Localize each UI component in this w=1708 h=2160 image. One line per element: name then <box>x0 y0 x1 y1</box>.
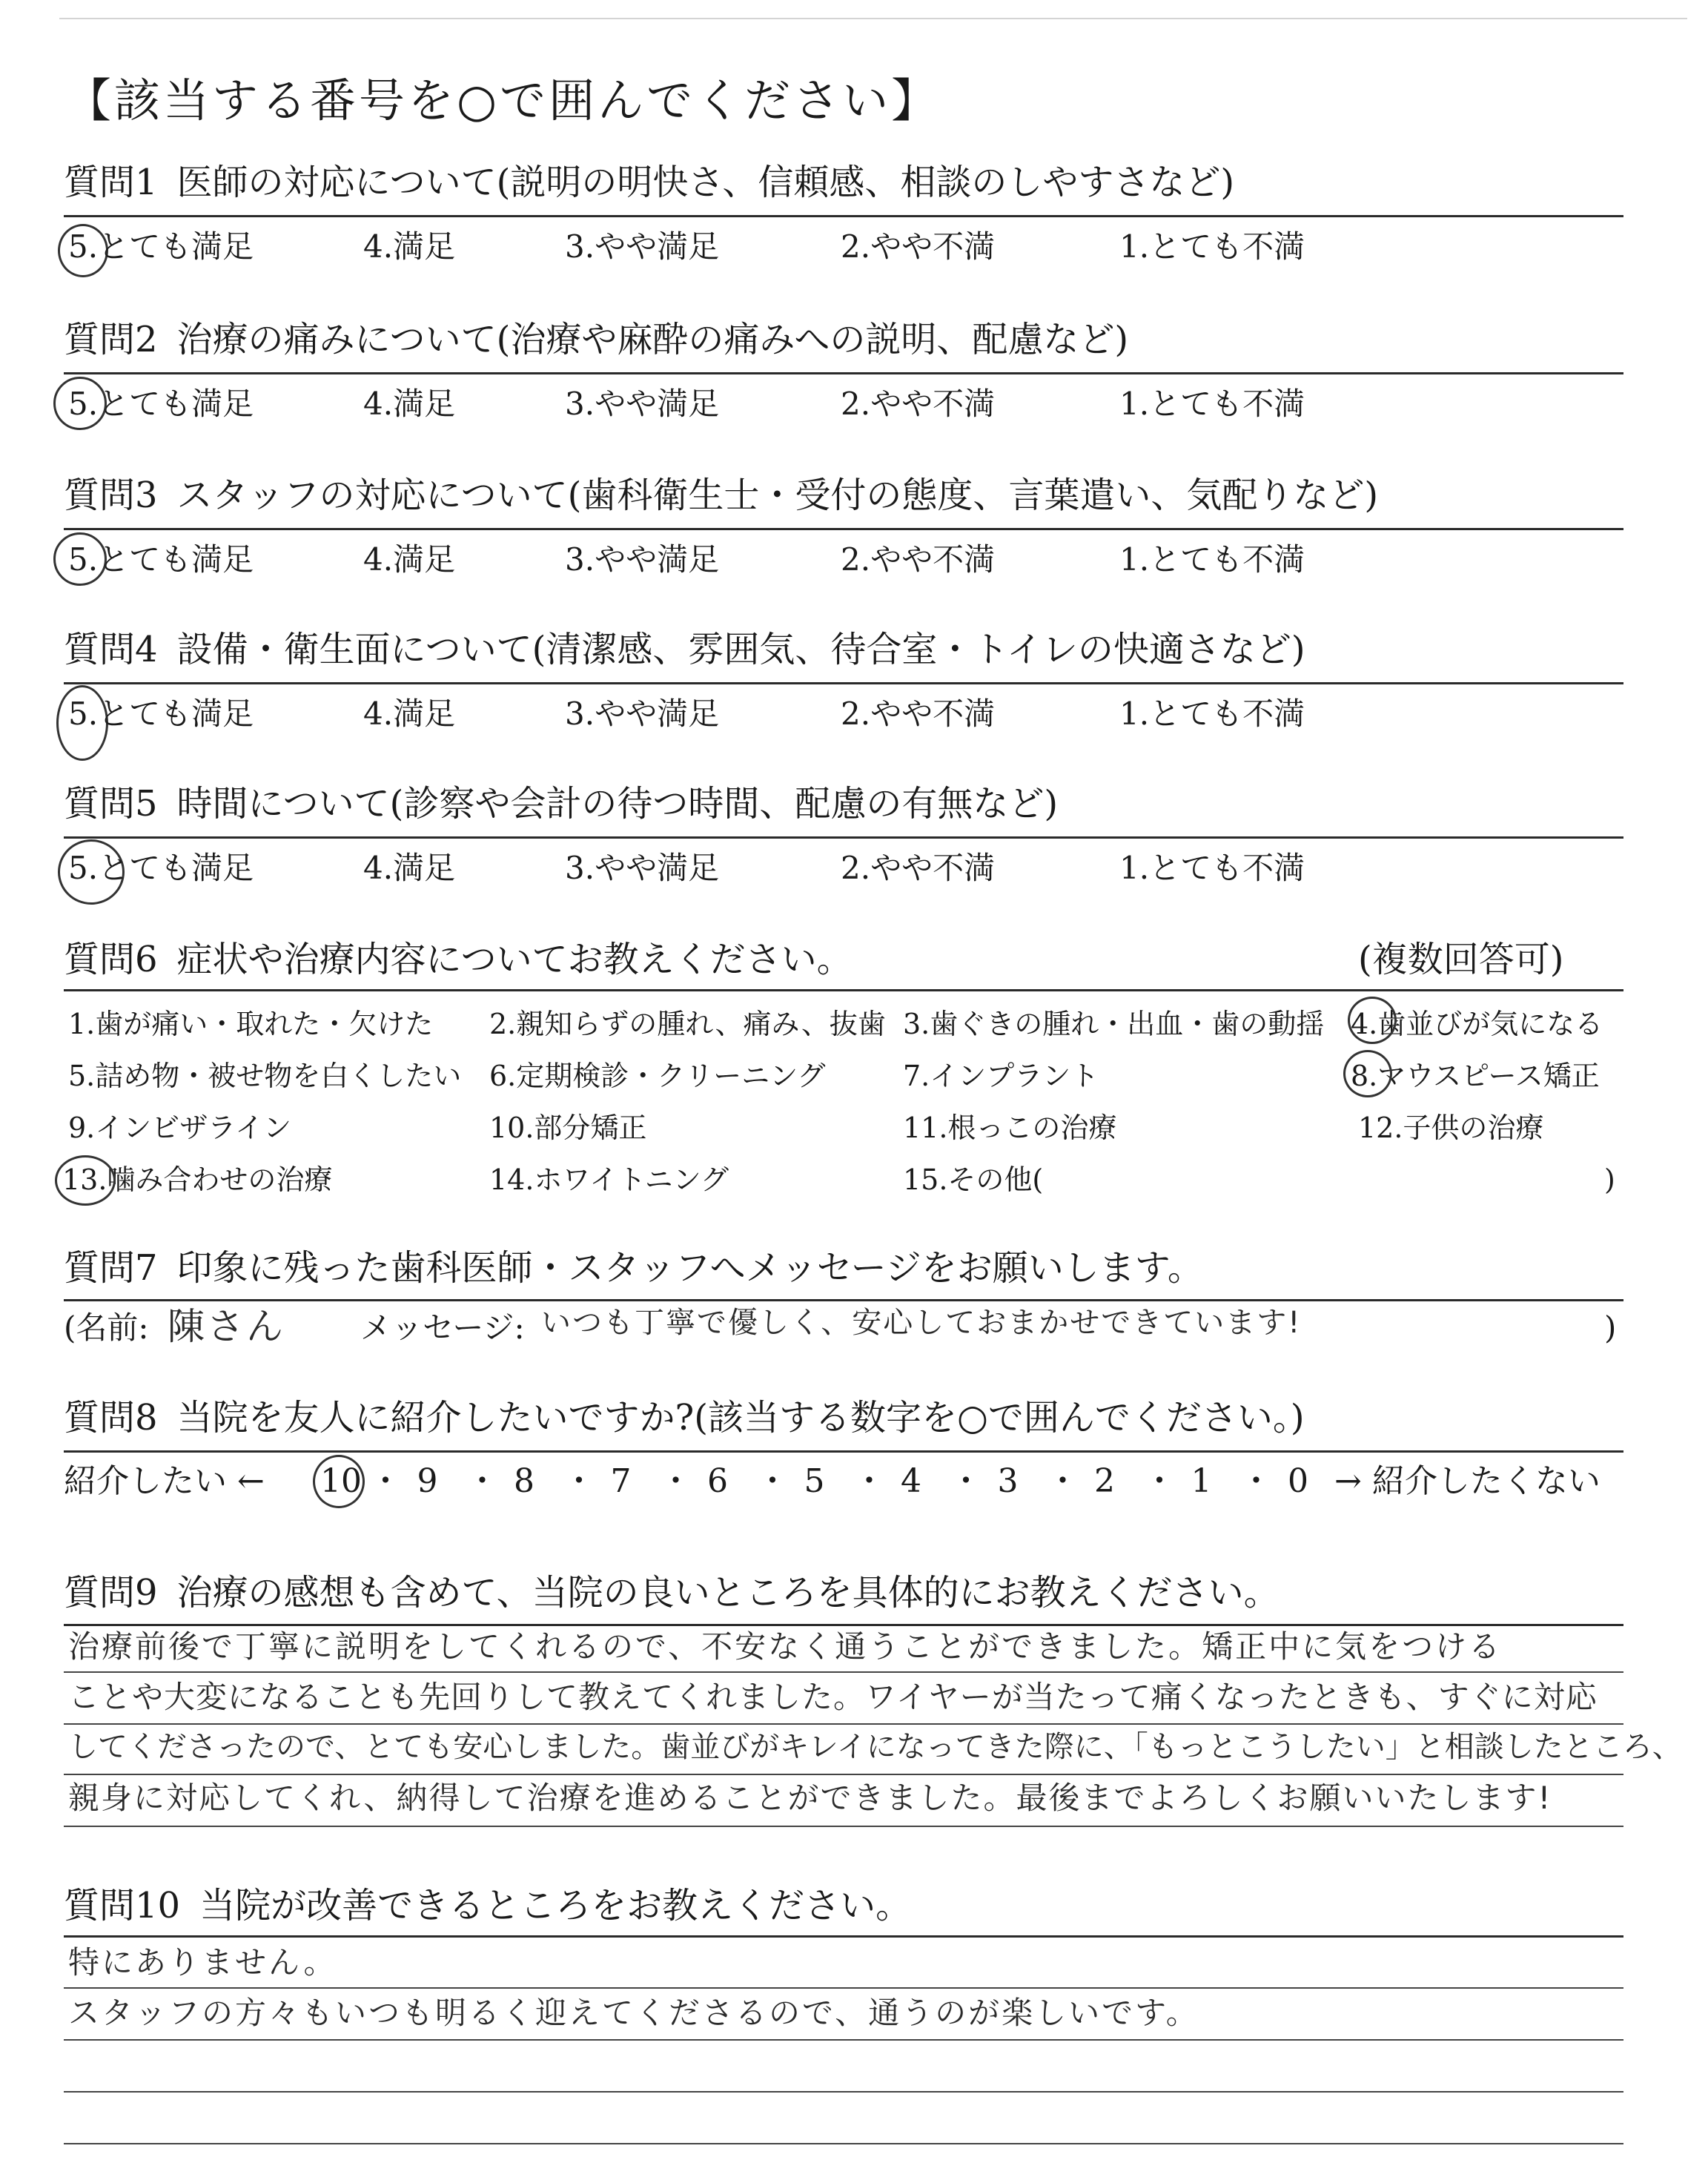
divider <box>64 682 1623 684</box>
answer-circle <box>55 1155 116 1206</box>
answer-rule <box>64 2143 1623 2144</box>
treatment-option-7[interactable]: 7.インプラント <box>903 1060 1099 1092</box>
name-label: (名前: <box>64 1309 149 1346</box>
answer-line: 親身に対応してくれ、納得して治療を進めることができました。最後までよろしくお願いいたします! <box>68 1780 1552 1816</box>
question-5-title <box>64 783 1059 825</box>
question-number: 質問1 <box>64 162 158 203</box>
question-text: 症状や治療内容についてお教えください。 <box>176 939 853 980</box>
treatment-option-11[interactable]: 11.根っこの治療 <box>903 1112 1117 1144</box>
question-10-title <box>64 1885 912 1926</box>
treatment-option-14[interactable]: 14.ホワイトニング <box>489 1163 729 1196</box>
message-handwritten: いつも丁寧で優しく、安心しておまかせできています! <box>541 1306 1302 1340</box>
answer-rule <box>64 2091 1623 2093</box>
recommend-left-label: 紹介したい ← <box>64 1462 265 1500</box>
name-handwritten: 陳さん <box>168 1305 285 1348</box>
divider <box>64 528 1623 530</box>
answer-rule <box>64 1671 1623 1673</box>
question-text: 医師の対応について(説明の明快さ、信頼感、相談のしやすさなど) <box>176 162 1235 203</box>
scale-separator: ・ <box>466 1462 499 1500</box>
recommend-score-4[interactable]: 4 <box>901 1462 921 1500</box>
recommend-score-2[interactable]: 2 <box>1094 1462 1115 1500</box>
question-number: 質問4 <box>64 629 158 670</box>
question-number: 質問9 <box>64 1572 158 1614</box>
form-header: 【該当する番号を○で囲んでください】 <box>65 73 941 128</box>
treatment-option-8[interactable]: 8.マウスピース矯正 <box>1351 1060 1600 1092</box>
rating-option-4[interactable]: 4.満足 <box>363 850 456 886</box>
question-text: 当院が改善できるところをお教えください。 <box>199 1885 912 1926</box>
rating-option-5[interactable]: 5.とても満足 <box>68 541 254 578</box>
question-number: 質問2 <box>64 319 158 360</box>
message-close-paren: ) <box>1604 1309 1617 1346</box>
answer-circle <box>313 1455 365 1508</box>
multiple-answers-note: (複数回答可) <box>1358 939 1564 980</box>
divider <box>64 1450 1623 1453</box>
recommend-right-label: → 紹介したくない <box>1334 1462 1601 1500</box>
treatment-option-2[interactable]: 2.親知らずの腫れ、痛み、抜歯 <box>489 1008 886 1040</box>
rating-option-2[interactable]: 2.やや不満 <box>841 696 996 732</box>
answer-line: スタッフの方々もいつも明るく迎えてくださるので、通うのが楽しいです。 <box>68 1995 1199 2031</box>
divider <box>64 372 1623 374</box>
treatment-option-5[interactable]: 5.詰め物・被せ物を白くしたい <box>68 1060 462 1092</box>
question-3-title <box>64 475 1379 516</box>
answer-rule <box>64 1826 1623 1827</box>
question-text: 印象に残った歯科医師・スタッフへメッセージをお願いします。 <box>176 1247 1203 1289</box>
rating-option-5[interactable]: 5.とても満足 <box>68 696 254 732</box>
recommend-score-8[interactable]: 8 <box>514 1462 534 1500</box>
question-text: 治療の感想も含めて、当院の良いところを具体的にお教えください。 <box>176 1572 1280 1614</box>
answer-rule <box>64 1723 1623 1725</box>
recommend-score-3[interactable]: 3 <box>997 1462 1019 1500</box>
scale-separator: ・ <box>756 1462 789 1500</box>
question-2-title <box>64 319 1129 360</box>
treatment-option-13[interactable]: 13.噛み合わせの治療 <box>62 1163 333 1196</box>
answer-circle <box>1343 1050 1392 1097</box>
rating-option-4[interactable]: 4.満足 <box>363 386 456 422</box>
treatment-option-9[interactable]: 9.インビザライン <box>68 1112 292 1144</box>
rating-option-5[interactable]: 5.とても満足 <box>68 850 254 886</box>
question-7-title <box>64 1247 1203 1289</box>
question-9-title <box>64 1572 1280 1614</box>
rating-option-2[interactable]: 2.やや不満 <box>841 541 996 578</box>
treatment-option-10[interactable]: 10.部分矯正 <box>489 1112 647 1144</box>
rating-option-4[interactable]: 4.満足 <box>363 541 456 578</box>
question-number: 質問7 <box>64 1247 158 1289</box>
question-number: 質問10 <box>64 1885 181 1926</box>
question-text: 当院を友人に紹介したいですか?(該当する数字を○で囲んでください。) <box>176 1397 1305 1439</box>
question-number: 質問6 <box>64 939 158 980</box>
answer-rule <box>64 1774 1623 1775</box>
scale-separator: ・ <box>950 1462 982 1500</box>
treatment-option-12[interactable]: 12.子供の治療 <box>1358 1112 1544 1144</box>
question-4-title <box>64 629 1305 670</box>
question-text: 設備・衛生面について(清潔感、雰囲気、待合室・トイレの快適さなど) <box>176 629 1305 670</box>
scale-separator: ・ <box>659 1462 692 1500</box>
scale-separator: ・ <box>1046 1462 1079 1500</box>
rating-option-5[interactable]: 5.とても満足 <box>68 386 254 422</box>
question-1-title <box>64 162 1235 203</box>
recommend-score-1[interactable]: 1 <box>1191 1462 1212 1500</box>
divider <box>64 1299 1623 1301</box>
rating-option-1[interactable]: 1.とても不満 <box>1119 850 1305 886</box>
rating-option-1[interactable]: 1.とても不満 <box>1119 228 1305 265</box>
answer-line: ことや大変になることも先回りして教えてくれました。ワイヤーが当たって痛くなったときも、すぐに対応 <box>68 1679 1598 1715</box>
rating-option-4[interactable]: 4.満足 <box>363 696 456 732</box>
scale-separator: ・ <box>853 1462 886 1500</box>
question-text: 治療の痛みについて(治療や麻酔の痛みへの説明、配慮など) <box>176 319 1129 360</box>
rating-option-3[interactable]: 3.やや満足 <box>565 228 720 265</box>
rating-option-3[interactable]: 3.やや満足 <box>565 541 720 578</box>
question-number: 質問8 <box>64 1397 158 1439</box>
top-border <box>59 18 1687 19</box>
question-text: スタッフの対応について(歯科衛生士・受付の態度、言葉遣い、気配りなど) <box>176 475 1379 516</box>
scale-separator: ・ <box>369 1462 402 1500</box>
treatment-option-15[interactable]: 15.その他( <box>903 1163 1044 1196</box>
answer-line: してくださったので、とても安心しました。歯並びがキレイになってきた際に、「もっとこうしたい」と相談したところ、 <box>68 1730 1682 1764</box>
divider <box>64 1624 1623 1626</box>
divider <box>64 836 1623 839</box>
divider <box>64 215 1623 217</box>
rating-option-4[interactable]: 4.満足 <box>363 228 456 265</box>
rating-option-2[interactable]: 2.やや不満 <box>841 850 996 886</box>
rating-option-3[interactable]: 3.やや満足 <box>565 696 720 732</box>
answer-rule <box>64 1987 1623 1989</box>
question-number: 質問3 <box>64 475 158 516</box>
rating-option-3[interactable]: 3.やや満足 <box>565 386 720 422</box>
scale-separator: ・ <box>1143 1462 1176 1500</box>
answer-circle <box>1348 997 1397 1044</box>
scale-separator: ・ <box>1239 1462 1273 1500</box>
question-number: 質問5 <box>64 783 158 825</box>
recommend-score-6[interactable]: 6 <box>707 1462 728 1500</box>
rating-option-5[interactable]: 5.とても満足 <box>68 228 254 265</box>
answer-line: 治療前後で丁寧に説明をしてくれるので、不安なく通うことができました。矯正中に気をつける <box>68 1628 1503 1665</box>
divider <box>64 989 1623 991</box>
answer-rule <box>64 2039 1623 2041</box>
other-close-paren: ) <box>1604 1163 1615 1196</box>
recommend-score-7[interactable]: 7 <box>610 1462 632 1500</box>
rating-option-3[interactable]: 3.やや満足 <box>565 850 720 886</box>
recommend-score-0[interactable]: 0 <box>1288 1462 1308 1500</box>
treatment-option-1[interactable]: 1.歯が痛い・取れた・欠けた <box>68 1008 434 1040</box>
treatment-option-4[interactable]: 4.歯並びが気になる <box>1351 1008 1603 1040</box>
rating-option-1[interactable]: 1.とても不満 <box>1119 386 1305 422</box>
scale-separator: ・ <box>563 1462 595 1500</box>
treatment-option-6[interactable]: 6.定期検診・クリーニング <box>489 1060 826 1092</box>
question-text: 時間について(診察や会計の待つ時間、配慮の有無など) <box>176 783 1059 825</box>
rating-option-2[interactable]: 2.やや不満 <box>841 228 996 265</box>
recommend-score-9[interactable]: 9 <box>417 1462 438 1500</box>
answer-line: 特にありません。 <box>68 1944 337 1981</box>
message-label: メッセージ: <box>360 1309 525 1346</box>
question-8-title <box>64 1397 1305 1439</box>
rating-option-1[interactable]: 1.とても不満 <box>1119 696 1305 732</box>
recommend-score-5[interactable]: 5 <box>804 1462 825 1500</box>
treatment-option-3[interactable]: 3.歯ぐきの腫れ・出血・歯の動揺 <box>903 1008 1325 1040</box>
divider <box>64 1935 1623 1938</box>
rating-option-2[interactable]: 2.やや不満 <box>841 386 996 422</box>
question-6-title <box>64 939 853 980</box>
recommend-score-10[interactable]: 10 <box>320 1462 362 1500</box>
rating-option-1[interactable]: 1.とても不満 <box>1119 541 1305 578</box>
